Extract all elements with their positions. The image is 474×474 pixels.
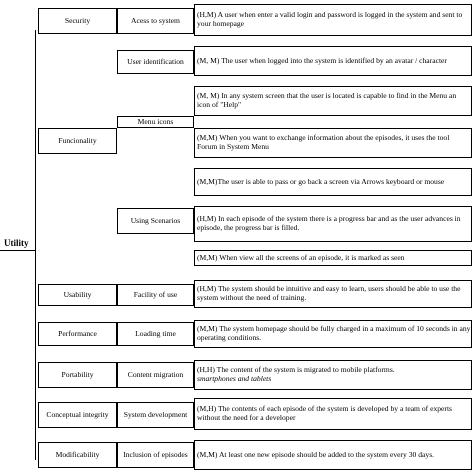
scenario-7	[194, 250, 472, 266]
scenario-text: (M,M) When view all the screens of an episode, it is marked as seen	[197, 252, 405, 262]
scenario-text: (M, M) The user when logged into the system is identified by an avatar / character	[197, 55, 447, 65]
refinement-label: System development	[123, 410, 188, 420]
attribute-label: Modificability	[55, 450, 100, 460]
attribute-label: Usability	[63, 290, 92, 300]
scenario-10	[194, 360, 472, 390]
attribute-usability	[38, 284, 117, 306]
scenario-text: (H,M) A user when enter a valid login and password is logged in the system and sent to your homepage	[197, 10, 463, 28]
refinement-loading-time	[117, 322, 194, 346]
scenario-3	[194, 86, 472, 116]
attribute-label: Conceptual integrity	[46, 410, 109, 420]
scenario-11	[194, 398, 472, 430]
refinement-menu-icons	[117, 116, 194, 128]
scenario-4	[194, 128, 472, 158]
scenario-text: (M,M) At least one new episode should be added to the system every 30 days.	[197, 449, 435, 459]
attribute-label: Performance	[58, 329, 97, 339]
refinement-facility-of-use	[117, 284, 194, 306]
connector-line	[0, 250, 35, 251]
scenario-text: (M, M) In any system screen that the user is located is capable to find in the Menu an icon of "Help"	[197, 91, 457, 109]
refinement-content-migration	[117, 362, 194, 388]
attribute-portability	[38, 362, 117, 388]
refinement-label: Inclusion of episodes	[123, 450, 188, 460]
attribute-conceptual-integrity	[38, 402, 117, 428]
scenario-text: (M,H) The contents of each episode of the system is developed by a team of experts without the need for a developer	[197, 404, 453, 422]
refinement-label: User identification	[127, 57, 184, 67]
refinement-system-development	[117, 402, 194, 428]
scenario-5	[194, 168, 472, 196]
refinement-label: Acess to system	[131, 16, 180, 26]
attribute-security	[38, 8, 117, 34]
attribute-performance	[38, 322, 117, 346]
scenario-text	[197, 366, 395, 383]
scenario-text: (H,M) The system should be intuitive and easy to learn, users should be able to use the system without the need of training.	[197, 284, 461, 302]
attribute-label: Security	[64, 16, 91, 26]
scenario-9	[194, 320, 472, 348]
scenario-text: (M,M)The user is able to pass or go back a screen via Arrows keyboard or mouse	[197, 176, 445, 186]
refinement-acess-to-system	[117, 8, 194, 34]
scenario-text: (H,M) In each episode of the system there is a progress bar and as the user advances in episode, the progress bar is filled.	[197, 214, 461, 232]
refinement-label: Menu icons	[137, 117, 174, 127]
refinement-label: Loading time	[135, 329, 176, 339]
refinement-label: Using Scenarios	[130, 216, 181, 226]
attribute-label: Portability	[61, 370, 94, 380]
scenario-text: (M,M) When you want to exchange information about the episodes, it uses the tool Forum in System Menu	[197, 133, 450, 151]
refinement-inclusion-of-episodes	[117, 442, 194, 468]
refinement-label: Facility of use	[133, 290, 178, 300]
scenario-2	[194, 46, 472, 76]
scenario-12	[194, 440, 472, 470]
refinement-user-identification	[117, 50, 194, 74]
scenario-6	[194, 206, 472, 242]
attribute-modificability	[38, 442, 117, 468]
scenario-text-italic: smartphones and tablets	[197, 374, 272, 383]
refinement-using-scenarios	[117, 208, 194, 234]
scenario-text-main: (H,H) The content of the system is migrated to mobile platforms.	[197, 365, 395, 375]
root-label: Utility	[4, 237, 29, 248]
root-utility	[2, 236, 36, 250]
attribute-funcionality	[38, 128, 117, 154]
attribute-label: Funcionality	[58, 136, 97, 146]
scenario-1	[194, 4, 472, 36]
scenario-8	[194, 280, 472, 308]
refinement-label: Content migration	[127, 370, 184, 380]
scenario-text: (M,M) The system homepage should be fully charged in a maximum of 10 seconds in any operating conditions.	[197, 324, 471, 342]
